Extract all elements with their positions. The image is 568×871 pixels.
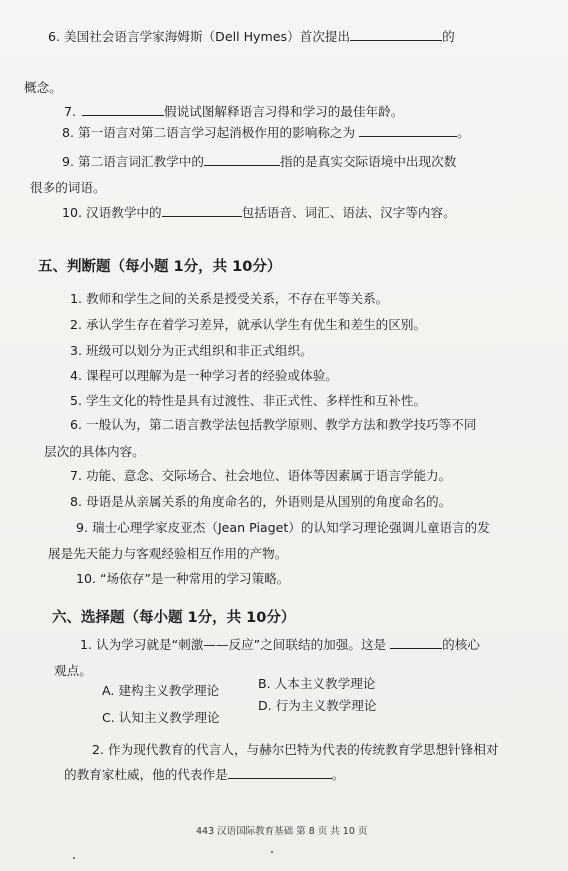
question-10-text-b: 包括语音、词汇、语法、汉字等内容。: [241, 205, 456, 220]
page-footer: 443 汉语国际教育基础 第 8 页 共 10 页: [196, 826, 368, 837]
question-8: [62, 124, 470, 141]
mc-option-b: B. 人本主义教学理论: [258, 676, 376, 691]
question-10-text: 10. 汉语教学中的: [62, 205, 162, 220]
mc-question-2-end: 。: [331, 767, 345, 782]
tf-item-3: 3. 班级可以划分为正式组织和非正式组织。: [70, 343, 313, 358]
mc-option-d: D. 行为主义教学理论: [258, 698, 377, 713]
mc-question-1-tail: 的核心: [442, 637, 480, 652]
scan-speck: [73, 857, 75, 859]
question-7-number: 7.: [64, 104, 77, 119]
question-9-line1: [62, 153, 456, 170]
question-8-end: 。: [457, 125, 470, 140]
question-6-line2: 概念。: [24, 80, 62, 95]
answer-blank: [204, 153, 280, 166]
question-9-line2: 很多的词语。: [30, 180, 106, 195]
question-9-text: 9. 第二语言词汇教学中的: [62, 154, 204, 169]
tf-item-5: 5. 学生文化的特性是具有过渡性、非正式性、多样性和互补性。: [70, 393, 427, 408]
answer-blank: [350, 28, 442, 41]
question-6-text: 6. 美国社会语言学家海姆斯（Dell Hymes）首次提出: [48, 29, 351, 44]
section-6-title: 六、选择题（每小题 1分，共 10分）: [52, 610, 296, 626]
section-5-title: 五、判断题（每小题 1分，共 10分）: [38, 259, 282, 275]
tf-item-8: 8. 母语是从亲属关系的角度命名的，外语则是从国别的角度命名的。: [70, 494, 452, 509]
mc-option-c: C. 认知主义教学理论: [102, 710, 220, 725]
question-6-tail: 的: [442, 29, 455, 44]
mc-question-1: [80, 636, 480, 653]
mc-option-a: A. 建构主义教学理论: [102, 683, 220, 698]
mc-question-2-line2: [64, 766, 344, 783]
tf-item-2: 2. 承认学生存在着学习差异，就承认学生有优生和差生的区别。: [70, 317, 427, 332]
question-7: [64, 103, 403, 120]
tf-item-9: 9. 瑞士心理学家皮亚杰（Jean Piaget）的认知学习理论强调儿童语言的发: [76, 520, 490, 535]
answer-blank: [228, 766, 332, 779]
answer-blank: [162, 204, 242, 217]
answer-blank: [390, 636, 442, 649]
mc-question-2-text: 的教育家杜威，他的代表作是: [64, 767, 228, 782]
question-9-text-b: 指的是真实交际语境中出现次数: [279, 154, 457, 169]
tf-item-6-cont: 层次的具体内容。: [44, 444, 145, 459]
tf-item-1: 1. 教师和学生之间的关系是授受关系，不存在平等关系。: [70, 291, 389, 306]
answer-blank: [82, 103, 164, 116]
question-6-line1: [48, 28, 455, 45]
question-7-text: 假说试图解释语言习得和学习的最佳年龄。: [164, 104, 404, 119]
tf-item-7: 7. 功能、意念、交际场合、社会地位、语体等因素属于语言学能力。: [70, 468, 452, 483]
scan-speck: [271, 851, 273, 853]
mc-question-1-line2: 观点。: [54, 663, 92, 678]
tf-item-6: 6. 一般认为，第二语言教学法包括教学原则、教学方法和教学技巧等不同: [70, 417, 477, 432]
mc-question-1-text: 1. 认为学习就是“刺激——反应”之间联结的加强。这是: [80, 637, 387, 652]
question-10: [62, 204, 456, 221]
tf-item-9-cont: 展是先天能力与客观经验相互作用的产物。: [48, 546, 288, 561]
answer-blank: [359, 124, 457, 137]
tf-item-10: 10. “场依存”是一种常用的学习策略。: [76, 571, 290, 586]
question-8-text: 8. 第一语言对第二语言学习起消极作用的影响称之为: [62, 125, 356, 140]
mc-question-2-line1: 2. 作为现代教育的代言人，与赫尔巴特为代表的传统教育学思想针锋相对: [92, 742, 499, 757]
tf-item-4: 4. 课程可以理解为是一种学习者的经验或体验。: [70, 368, 338, 383]
